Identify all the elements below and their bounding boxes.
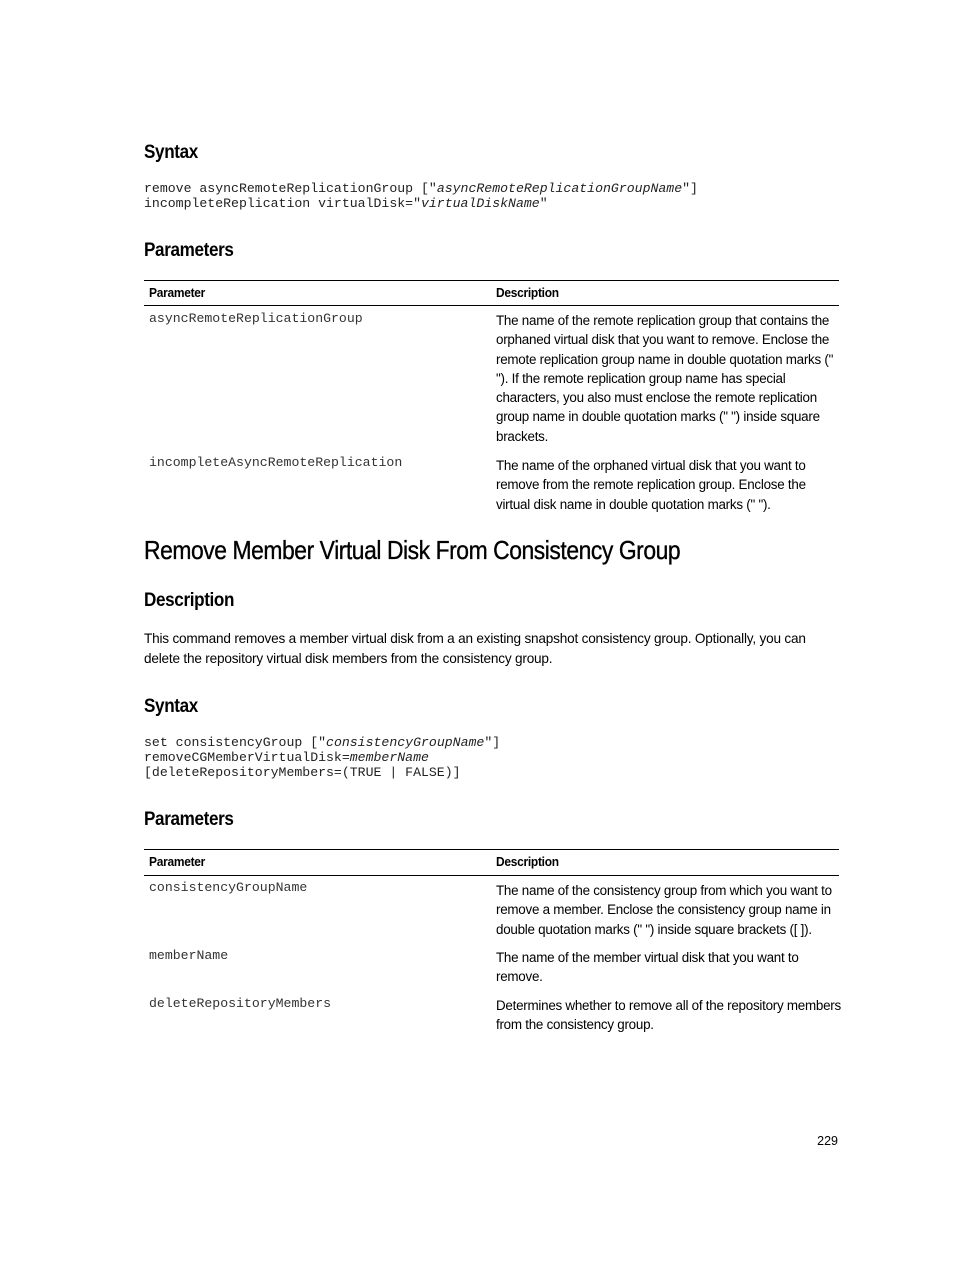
parameter-name: memberName bbox=[149, 948, 229, 963]
parameters-heading: Parameters bbox=[144, 809, 234, 830]
syntax-code-block bbox=[144, 735, 500, 780]
syntax-line: removeCGMemberVirtualDisk=memberName bbox=[144, 750, 429, 765]
parameter-name: asyncRemoteReplicationGroup bbox=[149, 311, 363, 326]
syntax-line: [deleteRepositoryMembers=(TRUE | FALSE)] bbox=[144, 765, 461, 780]
column-header-parameter: Parameter bbox=[149, 285, 206, 300]
table-header-rule bbox=[144, 305, 839, 306]
syntax-heading: Syntax bbox=[144, 696, 198, 717]
syntax-line: set consistencyGroup ["consistencyGroupName"] bbox=[144, 735, 501, 750]
parameter-name: deleteRepositoryMembers bbox=[149, 996, 332, 1011]
syntax-code-block bbox=[144, 181, 698, 211]
parameter-description: The name of the consistency group from which you want to remove a member. Enclose the consistency group name in double quotation marks (" ") inside square brackets ([ ]). bbox=[496, 883, 832, 937]
parameter-name: consistencyGroupName bbox=[149, 880, 308, 895]
syntax-line: remove asyncRemoteReplicationGroup ["asyncRemoteReplicationGroupName"] bbox=[144, 181, 698, 196]
parameters-heading: Parameters bbox=[144, 240, 234, 261]
column-header-description: Description bbox=[496, 285, 559, 300]
column-header-description: Description bbox=[496, 854, 559, 869]
section-title: Remove Member Virtual Disk From Consistency Group bbox=[144, 535, 681, 565]
column-header-parameter: Parameter bbox=[149, 854, 206, 869]
parameter-name: incompleteAsyncRemoteReplication bbox=[149, 455, 403, 470]
parameter-description: The name of the remote replication group that contains the orphaned virtual disk that you want to remove. Enclose the remote replication group name in double quotation marks (" "). If the remote replication group name has special characters, you also must enclose the remote replication group name in double quotation marks (" ") inside square brackets. bbox=[496, 313, 834, 444]
table-top-rule bbox=[144, 280, 839, 281]
page-number: 229 bbox=[817, 1134, 838, 1148]
description-paragraph: This command removes a member virtual disk from a an existing snapshot consistency group. Optionally, you can delete the repository virtual disk members from the consistency group. bbox=[144, 631, 806, 666]
description-heading: Description bbox=[144, 590, 235, 611]
parameter-description: Determines whether to remove all of the repository members from the consistency group. bbox=[496, 998, 841, 1033]
syntax-heading: Syntax bbox=[144, 142, 198, 163]
syntax-line: incompleteReplication virtualDisk="virtualDiskName" bbox=[144, 196, 548, 211]
parameter-description: The name of the member virtual disk that you want to remove. bbox=[496, 950, 799, 985]
table-top-rule bbox=[144, 849, 839, 850]
table-header-rule bbox=[144, 875, 839, 876]
parameter-description: The name of the orphaned virtual disk that you want to remove from the remote replication group. Enclose the virtual disk name in double quotation marks (" "). bbox=[496, 458, 806, 512]
